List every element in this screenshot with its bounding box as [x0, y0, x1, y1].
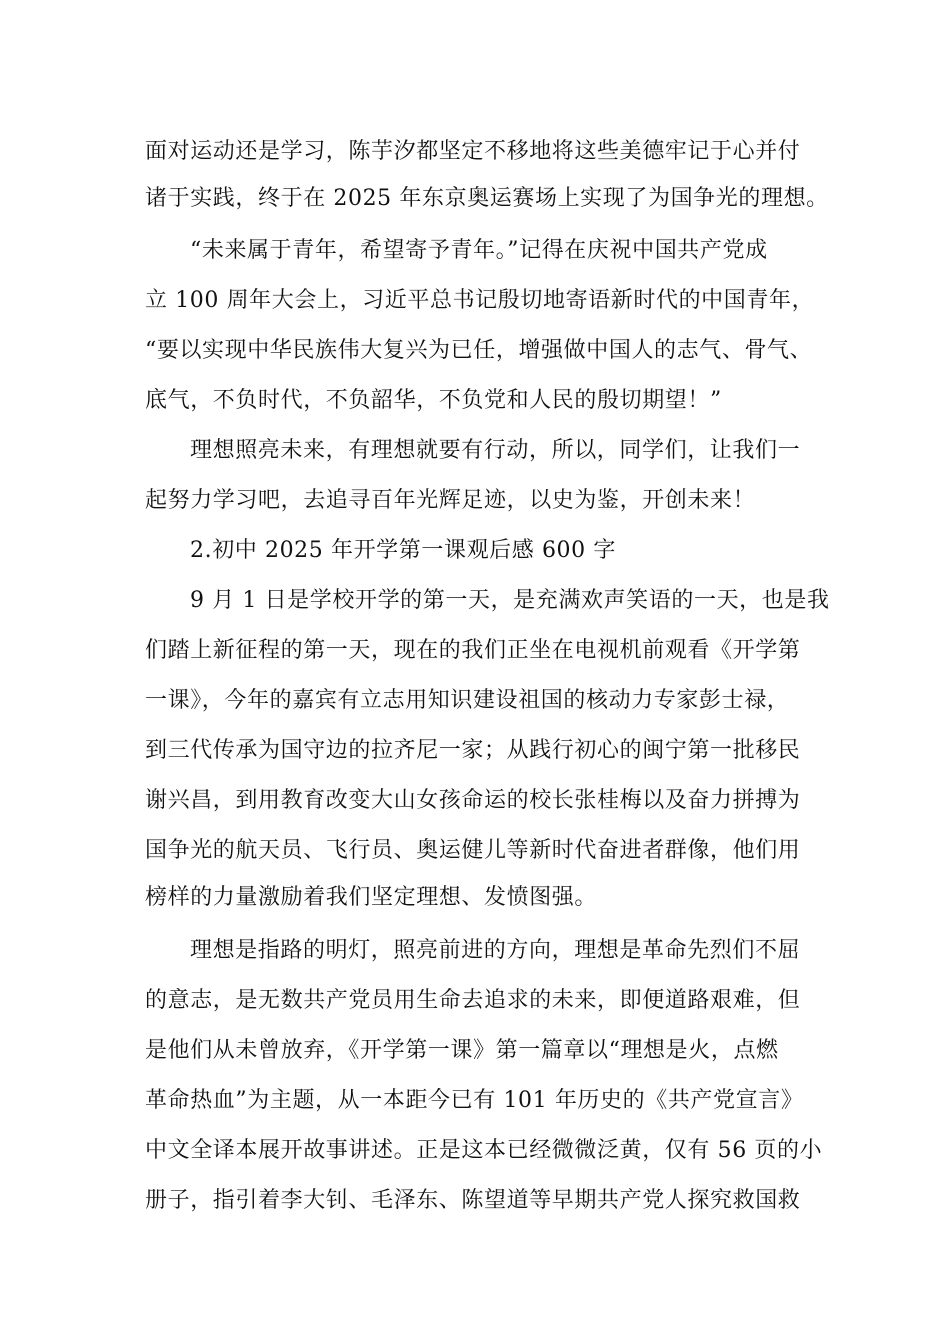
- body-text-line: “未来属于青年，希望寄予青年。”记得在庆祝中国共产党成: [190, 238, 768, 263]
- body-text-line: 面对运动还是学习，陈芋汐都坚定不移地将这些美德牢记于心并付: [145, 139, 801, 164]
- body-text-line: 国争光的航天员、飞行员、奥运健儿等新时代奋进者群像，他们用: [145, 838, 801, 863]
- body-text-line: 们踏上新征程的第一天，现在的我们正坐在电视机前观看《开学第: [145, 638, 801, 663]
- body-text-line: 革命热血”为主题，从一本距今已有 101 年历史的《共产党宣言》: [145, 1088, 804, 1113]
- body-text-line: 底气，不负时代，不负韶华，不负党和人民的殷切期望！”: [145, 388, 722, 413]
- body-text-line: 的意志，是无数共产党员用生命去追求的未来，即便道路艰难，但: [145, 988, 801, 1013]
- body-text-line: 理想是指路的明灯，照亮前进的方向，理想是革命先烈们不屈: [190, 938, 801, 963]
- body-text-line: 到三代传承为国守边的拉齐尼一家；从践行初心的闽宁第一批移民: [145, 738, 801, 763]
- body-text-line: “要以实现中华民族伟大复兴为已任，增强做中国人的志气、骨气、: [145, 338, 813, 363]
- body-text-line: 立 100 周年大会上，习近平总书记殷切地寄语新时代的中国青年，: [145, 288, 815, 313]
- section-heading: 2.初中 2025 年开学第一课观后感 600 字: [190, 538, 616, 563]
- body-text-line: 榜样的力量激励着我们坚定理想、发愤图强。: [145, 885, 598, 910]
- body-text-line: 起努力学习吧，去追寻百年光辉足迹，以史为鉴，开创未来！: [145, 488, 756, 513]
- body-text-line: 理想照亮未来，有理想就要有行动，所以，同学们，让我们一: [190, 438, 801, 463]
- body-text-line: 册子，指引着李大钊、毛泽东、陈望道等早期共产党人探究救国救: [145, 1188, 801, 1213]
- body-text-line: 一课》，今年的嘉宾有立志用知识建设祖国的核动力专家彭士禄，: [145, 688, 790, 713]
- body-text-line: 诸于实践，终于在 2025 年东京奥运赛场上实现了为国争光的理想。: [145, 186, 829, 211]
- body-text-line: 9 月 1 日是学校开学的第一天，是充满欢声笑语的一天，也是我: [190, 588, 830, 613]
- body-text-line: 是他们从未曾放弃，《开学第一课》第一篇章以“理想是火，点燃: [145, 1038, 779, 1063]
- body-text-line: 谢兴昌，到用教育改变大山女孩命运的校长张桂梅以及奋力拼搏为: [145, 788, 801, 813]
- body-text-line: 中文全译本展开故事讲述。正是这本已经微微泛黄，仅有 56 页的小: [145, 1138, 823, 1163]
